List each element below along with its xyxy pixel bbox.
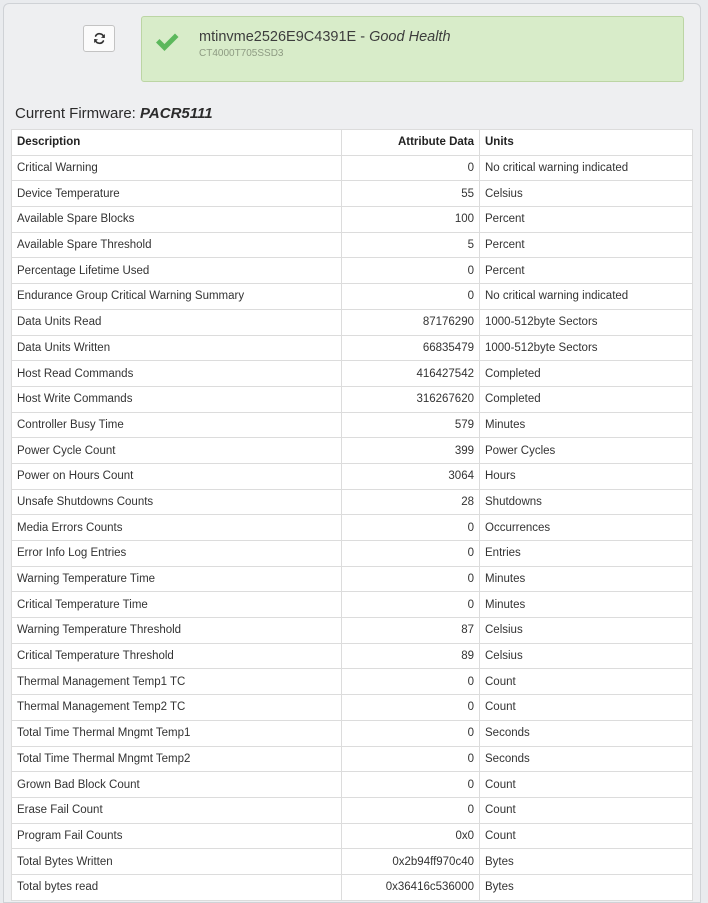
cell-attribute-data: 89 (342, 643, 480, 669)
table-row (12, 643, 693, 669)
cell-description: Critical Warning (12, 155, 342, 181)
cell-attribute-data: 0 (342, 695, 480, 721)
cell-units: Minutes (480, 412, 693, 438)
cell-description: Erase Fail Count (12, 797, 342, 823)
cell-attribute-data: 0 (342, 592, 480, 618)
refresh-button[interactable] (83, 25, 115, 52)
cell-description: Host Write Commands (12, 386, 342, 412)
table-row (12, 335, 693, 361)
table-row (12, 669, 693, 695)
table-row (12, 386, 693, 412)
cell-attribute-data: 0 (342, 155, 480, 181)
cell-units: Power Cycles (480, 438, 693, 464)
cell-attribute-data: 0 (342, 515, 480, 541)
cell-units: Occurrences (480, 515, 693, 541)
cell-description: Host Read Commands (12, 361, 342, 387)
cell-description: Warning Temperature Time (12, 566, 342, 592)
cell-attribute-data: 0 (342, 566, 480, 592)
health-title (199, 29, 451, 45)
header-description: Description (12, 130, 342, 156)
device-model: CT4000T705SSD3 (199, 48, 284, 59)
cell-attribute-data: 0 (342, 284, 480, 310)
cell-description: Data Units Written (12, 335, 342, 361)
cell-attribute-data: 28 (342, 489, 480, 515)
table-row (12, 412, 693, 438)
cell-units: Seconds (480, 720, 693, 746)
cell-attribute-data: 0x2b94ff970c40 (342, 849, 480, 875)
cell-description: Program Fail Counts (12, 823, 342, 849)
cell-units: Celsius (480, 618, 693, 644)
cell-units: Hours (480, 463, 693, 489)
table-row (12, 746, 693, 772)
cell-attribute-data: 0 (342, 746, 480, 772)
cell-attribute-data: 0x0 (342, 823, 480, 849)
firmware-label: Current Firmware: (15, 105, 136, 122)
cell-description: Total Time Thermal Mngmt Temp1 (12, 720, 342, 746)
cell-units: Completed (480, 386, 693, 412)
cell-attribute-data: 0 (342, 772, 480, 798)
table-row (12, 772, 693, 798)
table-row (12, 284, 693, 310)
cell-units: Count (480, 669, 693, 695)
cell-units: Count (480, 823, 693, 849)
cell-description: Total Bytes Written (12, 849, 342, 875)
cell-units: Shutdowns (480, 489, 693, 515)
table-row (12, 309, 693, 335)
cell-description: Total Time Thermal Mngmt Temp2 (12, 746, 342, 772)
cell-units: Count (480, 772, 693, 798)
cell-description: Critical Temperature Time (12, 592, 342, 618)
cell-attribute-data: 0 (342, 797, 480, 823)
cell-description: Available Spare Blocks (12, 207, 342, 233)
table-row (12, 438, 693, 464)
table-row (12, 566, 693, 592)
cell-units: Minutes (480, 566, 693, 592)
firmware-version: PACR5111 (140, 105, 213, 122)
cell-description: Device Temperature (12, 181, 342, 207)
firmware-info (15, 105, 213, 122)
cell-attribute-data: 87 (342, 618, 480, 644)
cell-description: Total bytes read (12, 874, 342, 900)
table-row (12, 797, 693, 823)
header-attribute-data: Attribute Data (342, 130, 480, 156)
cell-units: Count (480, 695, 693, 721)
cell-attribute-data: 3064 (342, 463, 480, 489)
title-separator: - (360, 29, 366, 45)
table-row (12, 874, 693, 900)
table-row (12, 720, 693, 746)
cell-units: 1000-512byte Sectors (480, 309, 693, 335)
cell-units: Percent (480, 207, 693, 233)
health-status: Good Health (369, 29, 451, 45)
cell-units: Count (480, 797, 693, 823)
cell-units: 1000-512byte Sectors (480, 335, 693, 361)
cell-units: Celsius (480, 643, 693, 669)
table-row (12, 489, 693, 515)
cell-attribute-data: 399 (342, 438, 480, 464)
cell-attribute-data: 579 (342, 412, 480, 438)
cell-units: Minutes (480, 592, 693, 618)
table-row (12, 361, 693, 387)
cell-description: Power on Hours Count (12, 463, 342, 489)
device-name: mtinvme2526E9C4391E (199, 29, 357, 45)
cell-units: Entries (480, 541, 693, 567)
cell-description: Warning Temperature Threshold (12, 618, 342, 644)
cell-attribute-data: 100 (342, 207, 480, 233)
cell-description: Grown Bad Block Count (12, 772, 342, 798)
cell-description: Thermal Management Temp2 TC (12, 695, 342, 721)
table-row (12, 207, 693, 233)
cell-attribute-data: 0x36416c536000 (342, 874, 480, 900)
cell-attribute-data: 55 (342, 181, 480, 207)
cell-units: Celsius (480, 181, 693, 207)
cell-units: No critical warning indicated (480, 155, 693, 181)
cell-description: Unsafe Shutdowns Counts (12, 489, 342, 515)
checkmark-icon (154, 31, 180, 53)
cell-units: No critical warning indicated (480, 284, 693, 310)
cell-attribute-data: 5 (342, 232, 480, 258)
cell-attribute-data: 66835479 (342, 335, 480, 361)
refresh-icon (93, 32, 106, 45)
table-row (12, 592, 693, 618)
table-row (12, 541, 693, 567)
table-row (12, 258, 693, 284)
table-row (12, 181, 693, 207)
cell-attribute-data: 0 (342, 541, 480, 567)
table-row (12, 618, 693, 644)
cell-attribute-data: 416427542 (342, 361, 480, 387)
cell-units: Percent (480, 232, 693, 258)
table-row (12, 849, 693, 875)
table-row (12, 463, 693, 489)
cell-units: Completed (480, 361, 693, 387)
cell-units: Bytes (480, 874, 693, 900)
table-row (12, 695, 693, 721)
table-row (12, 823, 693, 849)
cell-units: Seconds (480, 746, 693, 772)
cell-description: Available Spare Threshold (12, 232, 342, 258)
cell-description: Power Cycle Count (12, 438, 342, 464)
cell-attribute-data: 0 (342, 669, 480, 695)
cell-attribute-data: 87176290 (342, 309, 480, 335)
cell-description: Endurance Group Critical Warning Summary (12, 284, 342, 310)
table-row (12, 155, 693, 181)
smart-attributes-table (11, 129, 693, 901)
cell-attribute-data: 316267620 (342, 386, 480, 412)
table-row (12, 515, 693, 541)
cell-units: Bytes (480, 849, 693, 875)
cell-description: Error Info Log Entries (12, 541, 342, 567)
cell-description: Media Errors Counts (12, 515, 342, 541)
cell-description: Controller Busy Time (12, 412, 342, 438)
health-status-alert (141, 16, 684, 82)
cell-units: Percent (480, 258, 693, 284)
cell-description: Data Units Read (12, 309, 342, 335)
cell-description: Critical Temperature Threshold (12, 643, 342, 669)
header-units: Units (480, 130, 693, 156)
table-row (12, 232, 693, 258)
cell-attribute-data: 0 (342, 720, 480, 746)
cell-description: Percentage Lifetime Used (12, 258, 342, 284)
cell-attribute-data: 0 (342, 258, 480, 284)
cell-description: Thermal Management Temp1 TC (12, 669, 342, 695)
table-header-row (12, 130, 693, 156)
